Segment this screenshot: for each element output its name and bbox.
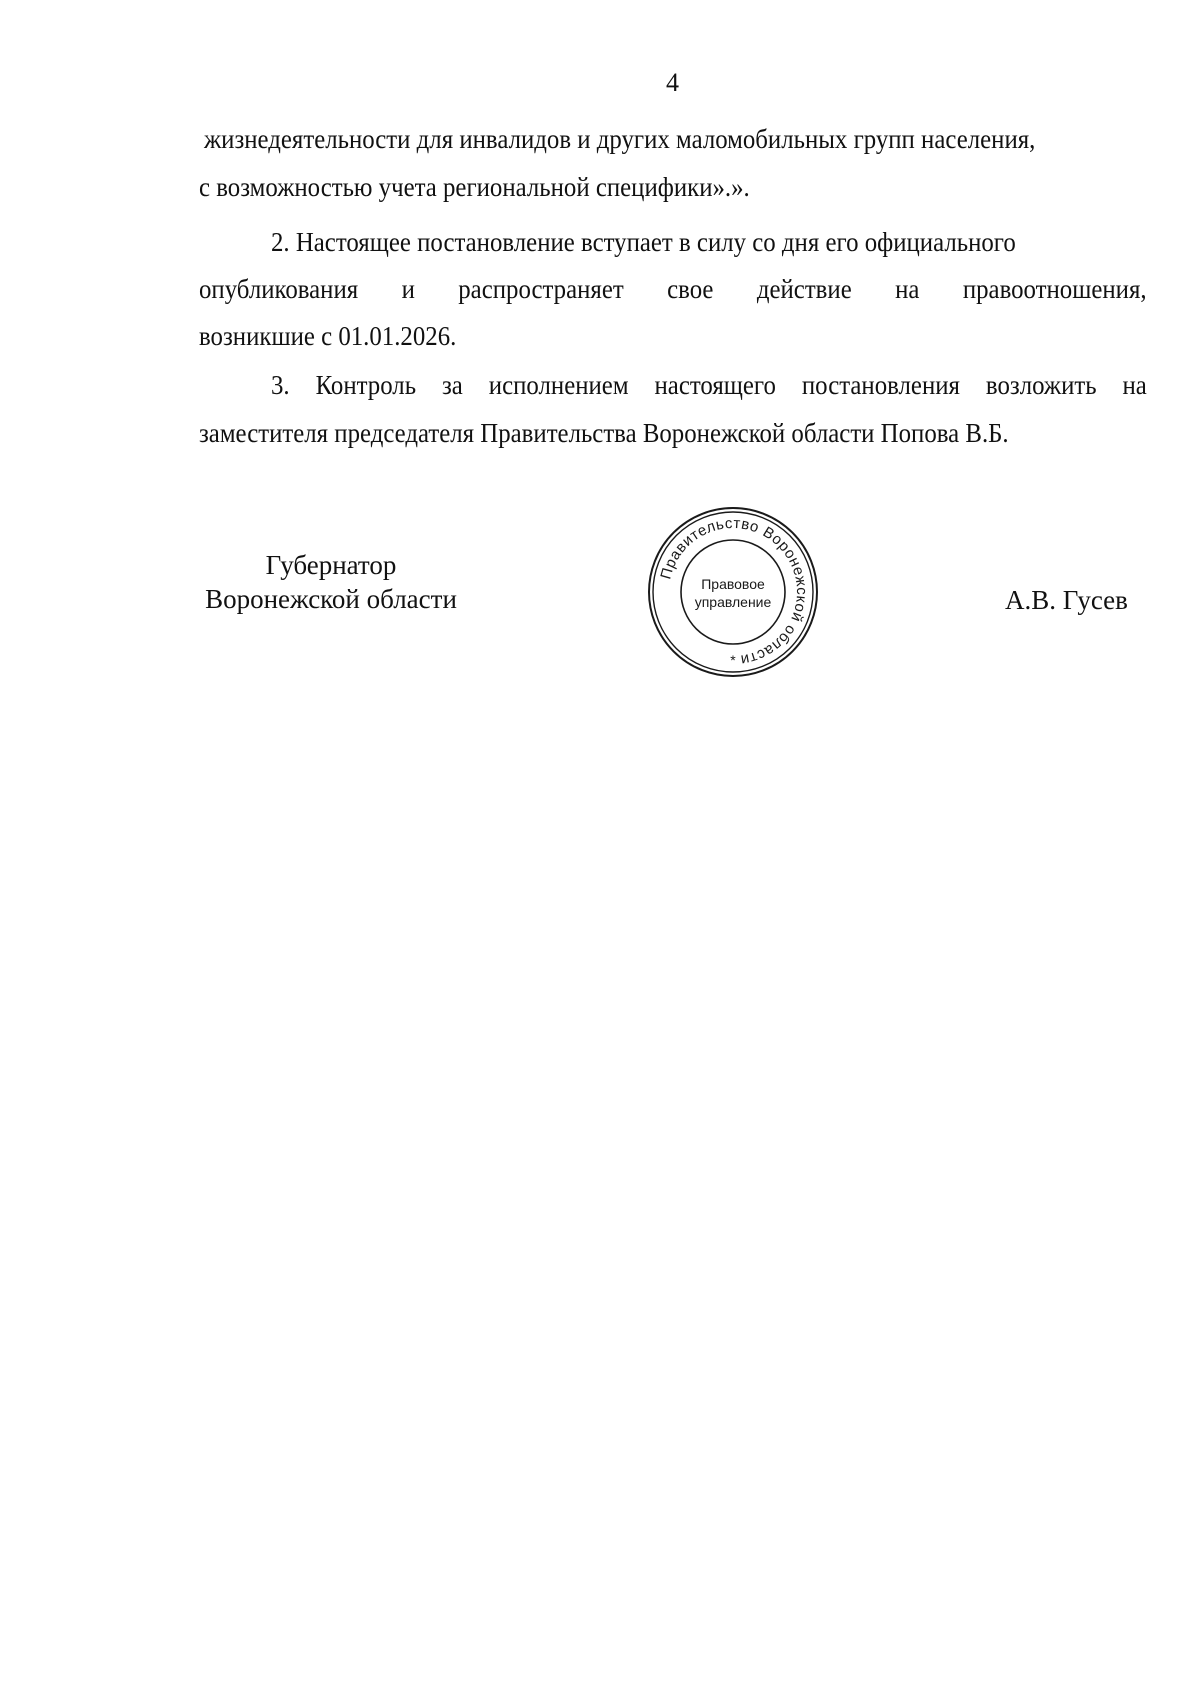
paragraph-3-line-2: заместителя председателя Правительства Воронежской области Попова В.Б. bbox=[199, 418, 1009, 448]
paragraph-1-line-2: с возможностью учета региональной специфики».». bbox=[199, 172, 750, 202]
position-title: Губернатор bbox=[265, 550, 397, 580]
paragraph-2-line-3: возникшие с 01.01.2026. bbox=[199, 321, 457, 351]
position-region: Воронежской области bbox=[205, 584, 457, 614]
seal-inner-line-1: Правовое bbox=[701, 576, 765, 592]
official-seal bbox=[646, 505, 820, 679]
paragraph-2-line-2: опубликования и распространяет свое действие на правоотношения, bbox=[199, 274, 1147, 304]
paragraph-2-line-1: 2. Настоящее постановление вступает в силу со дня его официального bbox=[271, 227, 1016, 257]
signatory-name: А.В. Гусев bbox=[1005, 585, 1128, 615]
paragraph-3-line-1: 3. Контроль за исполнением настоящего постановления возложить на bbox=[271, 370, 1147, 400]
page-number: 4 bbox=[666, 68, 679, 97]
seal-outer-text: Правительство Воронежской области bbox=[657, 514, 811, 669]
signatory-position bbox=[196, 548, 466, 616]
seal-star: * bbox=[730, 652, 736, 668]
seal-icon bbox=[646, 505, 820, 679]
seal-inner-line-2: управление bbox=[694, 594, 772, 610]
paragraph-1-line-1: жизнедеятельности для инвалидов и других маломобильных групп населения, bbox=[204, 124, 1036, 154]
